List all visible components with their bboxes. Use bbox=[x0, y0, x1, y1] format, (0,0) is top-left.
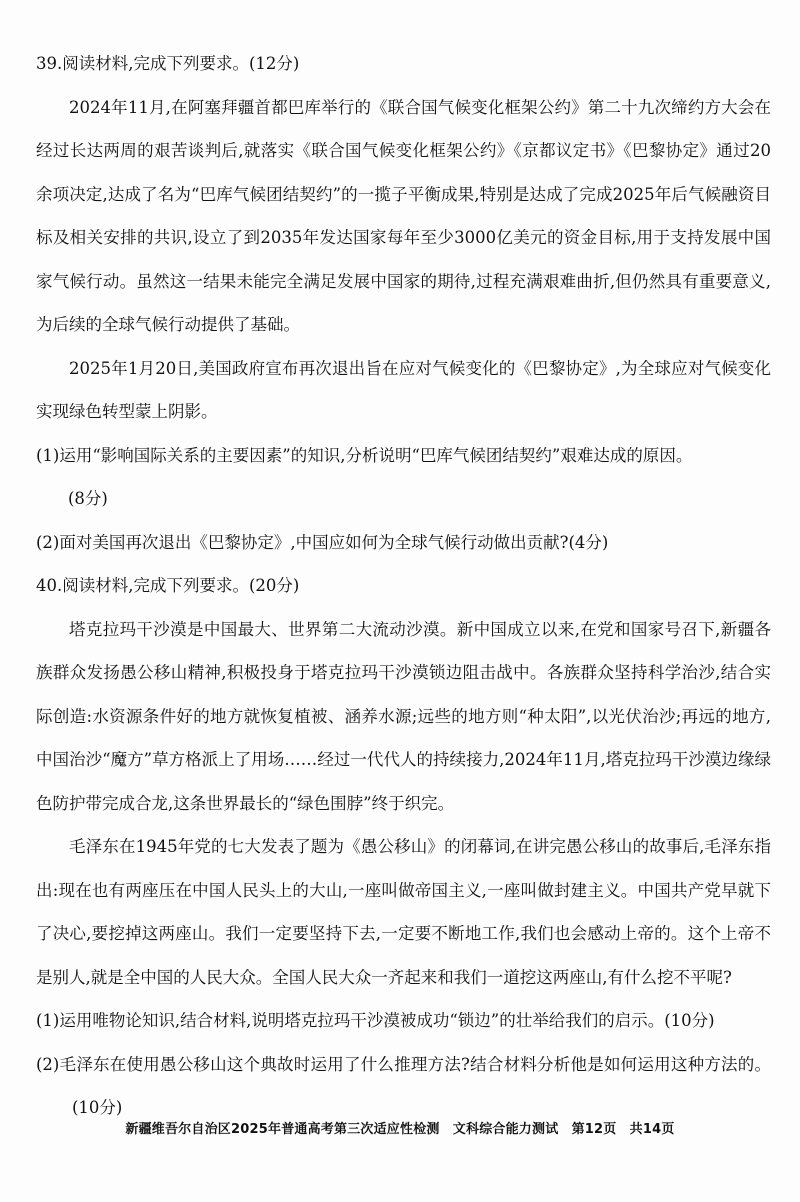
page-footer: 新疆维吾尔自治区2025年普通高考第三次适应性检测 文科综合能力测试 第12页 共14页 bbox=[125, 1122, 675, 1137]
question-39-material-1: 2024年11月,在阿塞拜疆首都巴库举行的《联合国气候变化框架公约》第二十九次缔约方大会在经过长达两周的艰苦谈判后,就落实《联合国气候变化框架公约》《京都议定书》《巴黎协定》通过20余项决定,达成了名为“巴库气候团结契约”的一揽子平衡成果,特别是达成了完成2025年后气候融资目标及相关安排的共识,设立了到2035年发达国家每年至少3000亿美元的资金目标,用于支持发展中国家气候行动。虽然这一结果未能完全满足发展中国家的期待,过程充满艰难曲折,但仍然具有重要意义,为后续的全球气候行动提供了基础。 bbox=[36, 97, 771, 334]
question-39-sub-1-score: (8分) bbox=[68, 489, 108, 508]
question-39-sub-2: (2)面对美国再次退出《巴黎协定》,中国应如何为全球气候行动做出贡献?(4分) bbox=[36, 532, 609, 552]
question-40-title: 40.阅读材料,完成下列要求。(20分) bbox=[36, 576, 300, 595]
question-40-sub-2: (2)毛泽东在使用愚公移山这个典故时运用了什么推理方法?结合材料分析他是如何运用这种方法的。(10分) bbox=[36, 1054, 771, 1117]
page-content bbox=[36, 42, 771, 1130]
question-39-sub-1: (1)运用“影响国际关系的主要因素”的知识,分析说明“巴库气候团结契约”艰难达成的原因。 bbox=[36, 445, 693, 465]
question-39-title: 39.阅读材料,完成下列要求。(12分) bbox=[36, 54, 300, 73]
question-40-sub-1: (1)运用唯物论知识,结合材料,说明塔克拉玛干沙漠被成功“锁边”的壮举给我们的启示。(10分) bbox=[36, 1011, 715, 1030]
question-40-material-2: 毛泽东在1945年党的七大发表了题为《愚公移山》的闭幕词,在讲完愚公移山的故事后,毛泽东指出:现在也有两座压在中国人民头上的大山,一座叫做帝国主义,一座叫做封建主义。中国共产党早就下了决心,要挖掉这两座山。我们一定要坚持下去,一定要不断地工作,我们也会感动上帝的。这个上帝不是别人,就是全中国的人民大众。全国人民大众一齐起来和我们一道挖这两座山,有什么挖不平呢? bbox=[36, 837, 771, 987]
question-40-material-1: 塔克拉玛干沙漠是中国最大、世界第二大流动沙漠。新中国成立以来,在党和国家号召下,新疆各族群众发扬愚公移山精神,积极投身于塔克拉玛干沙漠锁边阻击战中。各族群众坚持科学治沙,结合实际创造:水资源条件好的地方就恢复植被、涵养水源;远些的地方则“种太阳”,以光伏治沙;再远的地方,中国治沙“魔方”草方格派上了用场……经过一代代人的持续接力,2024年11月,塔克拉玛干沙漠边缘绿色防护带完成合龙,这条世界最长的“绿色围脖”终于织完。 bbox=[36, 619, 771, 813]
question-39-material-2: 2025年1月20日,美国政府宣布再次退出旨在应对气候变化的《巴黎协定》,为全球应对气候变化实现绿色转型蒙上阴影。 bbox=[36, 358, 771, 421]
